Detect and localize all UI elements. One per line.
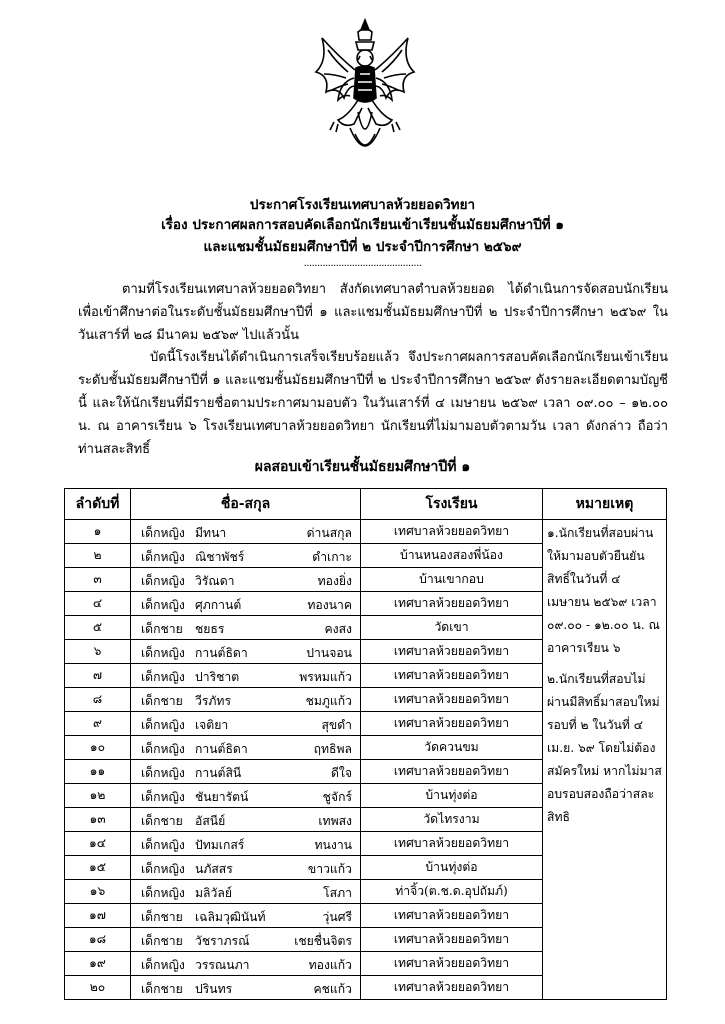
school-name: วัดควนขม bbox=[361, 736, 543, 760]
last-name: โสภา bbox=[323, 886, 352, 900]
divider: ............................................ bbox=[303, 258, 422, 269]
body-paragraph-1: ตามที่โรงเรียนเทศบาลห้วยยอดวิทยา สังกัดเทศบาลตำบลห้วยยอด ได้ดำเนินการจัดสอบนักเรียนเพื่อเข้าศึกษาต่อในระดับชั้นมัธยมศึกษาปีที่ ๑ และแชมชั้นมัธยมศึกษาปีที่ ๒ ประจำปีการศึกษา ๒๕๖๙ ในวันเสาร์ที่ ๒๘ มีนาคม ๒๕๖๙ ไปแล้วนั้น bbox=[78, 282, 668, 343]
school-name: เทศบาลห้วยยอดวิทยา bbox=[361, 712, 543, 736]
school-name: เทศบาลห้วยยอดวิทยา bbox=[361, 664, 543, 688]
name-prefix: เด็กหญิง bbox=[141, 766, 185, 780]
first-name: อัสนีย์ bbox=[195, 814, 226, 828]
row-number: ๙ bbox=[65, 712, 131, 736]
header-school: โรงเรียน bbox=[361, 489, 543, 520]
first-name: วรรณนภา bbox=[195, 958, 250, 972]
last-name: คงสง bbox=[324, 622, 352, 636]
last-name: ทองแก้ว bbox=[308, 958, 352, 972]
row-number: ๑ bbox=[65, 520, 131, 544]
announcement-title: ประกาศโรงเรียนเทศบาลห้วยยอดวิทยา bbox=[249, 197, 476, 213]
name-prefix: เด็กหญิง bbox=[141, 670, 185, 684]
row-number: ๑๐ bbox=[65, 736, 131, 760]
row-number: ๘ bbox=[65, 688, 131, 712]
student-name bbox=[131, 856, 361, 880]
header-remark: หมายเหตุ bbox=[543, 489, 667, 520]
header-no: ลำดับที่ bbox=[65, 489, 131, 520]
school-name: วัดเขา bbox=[361, 616, 543, 640]
row-number: ๕ bbox=[65, 616, 131, 640]
student-name bbox=[131, 616, 361, 640]
row-number: ๔ bbox=[65, 592, 131, 616]
row-number: ๑๘ bbox=[65, 928, 131, 952]
student-name bbox=[131, 928, 361, 952]
first-name: ชันยารัตน์ bbox=[195, 790, 249, 804]
student-name bbox=[131, 640, 361, 664]
school-name: เทศบาลห้วยยอดวิทยา bbox=[361, 952, 543, 976]
student-name bbox=[131, 904, 361, 928]
name-prefix: เด็กชาย bbox=[141, 814, 183, 828]
remark-cell bbox=[543, 520, 667, 1000]
remark-note-1: ๑.นักเรียนที่สอบผ่านให้มามอบตัวยืนยันสิทธิ์ในวันที่ ๔ เมษายน ๒๕๖๙ เวลา ๐๙.๐๐ - ๑๒.๐๐ น. ณ อาคารเรียน ๖ bbox=[547, 526, 660, 655]
row-number: ๑๒ bbox=[65, 784, 131, 808]
first-name: ณิชาพัชร์ bbox=[195, 550, 245, 564]
name-prefix: เด็กหญิง bbox=[141, 550, 185, 564]
table-title: ผลสอบเข้าเรียนชั้นมัธยมศึกษาปีที่ ๑ bbox=[254, 459, 471, 475]
name-prefix: เด็กชาย bbox=[141, 694, 183, 708]
row-number: ๑๗ bbox=[65, 904, 131, 928]
last-name: สุขดำ bbox=[321, 718, 352, 732]
last-name: คชแก้ว bbox=[313, 982, 352, 996]
first-name: เจติยา bbox=[195, 718, 229, 732]
school-name: บ้านทุ่งต่อ bbox=[361, 784, 543, 808]
student-name bbox=[131, 760, 361, 784]
last-name: ดีใจ bbox=[330, 766, 352, 780]
row-number: ๓ bbox=[65, 568, 131, 592]
first-name: ปรินทร bbox=[195, 982, 233, 996]
garuda-emblem bbox=[308, 16, 422, 166]
student-name bbox=[131, 688, 361, 712]
results-table bbox=[64, 488, 667, 1000]
first-name: วีรภัทร bbox=[195, 694, 232, 708]
name-prefix: เด็กหญิง bbox=[141, 718, 185, 732]
first-name: วัชราภรณ์ bbox=[195, 934, 250, 948]
student-name bbox=[131, 832, 361, 856]
school-name: เทศบาลห้วยยอดวิทยา bbox=[361, 928, 543, 952]
last-name: พรหมแก้ว bbox=[299, 670, 352, 684]
row-number: ๗ bbox=[65, 664, 131, 688]
name-prefix: เด็กชาย bbox=[141, 622, 183, 636]
school-name: เทศบาลห้วยยอดวิทยา bbox=[361, 976, 543, 1000]
last-name: วุ่นศรี bbox=[322, 910, 352, 924]
student-name bbox=[131, 736, 361, 760]
last-name: ชมภูแก้ว bbox=[305, 694, 352, 708]
row-number: ๑๕ bbox=[65, 856, 131, 880]
school-name: เทศบาลห้วยยอดวิทยา bbox=[361, 640, 543, 664]
student-name bbox=[131, 976, 361, 1000]
name-prefix: เด็กหญิง bbox=[141, 742, 185, 756]
student-name bbox=[131, 664, 361, 688]
name-prefix: เด็กชาย bbox=[141, 934, 183, 948]
last-name: เทพสง bbox=[318, 814, 352, 828]
name-prefix: เด็กหญิง bbox=[141, 574, 185, 588]
school-name: เทศบาลห้วยยอดวิทยา bbox=[361, 520, 543, 544]
first-name: นภัสสร bbox=[195, 862, 233, 876]
last-name: ดำเกาะ bbox=[312, 550, 352, 564]
name-prefix: เด็กชาย bbox=[141, 982, 183, 996]
row-number: ๑๑ bbox=[65, 760, 131, 784]
header-name: ชื่อ-สกุล bbox=[131, 489, 361, 520]
school-name: เทศบาลห้วยยอดวิทยา bbox=[361, 832, 543, 856]
body-paragraph-2: บัดนี้โรงเรียนได้ดำเนินการเสร็จเรียบร้อยแล้ว จึงประกาศผลการสอบคัดเลือกนักเรียนเข้าเรียนระดับชั้นมัธยมศึกษาปีที่ ๑ และแชมชั้นมัธยมศึกษาปีที่ ๒ ประจำปีการศึกษา ๒๕๖๙ ดังรายละเอียดตามบัญชีนี้ และให้นักเรียนที่มีรายชื่อตามประกาศมามอบตัว ในวันเสาร์ที่ ๔ เมษายน ๒๕๖๙ เวลา ๐๙.๐๐ – ๑๒.๐๐ น. ณ อาคารเรียน ๖ โรงเรียนเทศบาลห้วยยอดวิทยา นักเรียนที่ไม่มามอบตัวตามวัน เวลา ดังกล่าว ถือว่าท่านสละสิทธิ์ bbox=[78, 350, 668, 457]
school-name: บ้านเขากอบ bbox=[361, 568, 543, 592]
row-number: ๒ bbox=[65, 544, 131, 568]
announcement-subject-line2: และแชมชั้นมัธยมศึกษาปีที่ ๒ ประจำปีการศึกษา ๒๕๖๙ bbox=[203, 239, 522, 255]
table-header-row bbox=[65, 489, 667, 520]
name-prefix: เด็กหญิง bbox=[141, 646, 185, 660]
school-name: วัดไทรงาม bbox=[361, 808, 543, 832]
first-name: ชยธร bbox=[195, 622, 225, 636]
student-name bbox=[131, 880, 361, 904]
last-name: ขาวแก้ว bbox=[307, 862, 352, 876]
name-prefix: เด็กหญิง bbox=[141, 886, 185, 900]
student-name bbox=[131, 952, 361, 976]
name-prefix: เด็กชาย bbox=[141, 910, 183, 924]
first-name: ปัทมเกสร์ bbox=[195, 838, 245, 852]
name-prefix: เด็กหญิง bbox=[141, 862, 185, 876]
row-number: ๖ bbox=[65, 640, 131, 664]
row-number: ๑๔ bbox=[65, 832, 131, 856]
first-name: วิรัณดา bbox=[195, 574, 235, 588]
student-name bbox=[131, 808, 361, 832]
last-name: ปานจอน bbox=[306, 646, 352, 660]
last-name: เชยชื่นจิตร bbox=[294, 934, 352, 948]
student-name bbox=[131, 568, 361, 592]
school-name: เทศบาลห้วยยอดวิทยา bbox=[361, 904, 543, 928]
last-name: ทองนาค bbox=[307, 598, 352, 612]
table-row bbox=[65, 520, 667, 544]
row-number: ๑๓ bbox=[65, 808, 131, 832]
school-name: เทศบาลห้วยยอดวิทยา bbox=[361, 760, 543, 784]
first-name: กานต์สินี bbox=[195, 766, 242, 780]
student-name bbox=[131, 712, 361, 736]
student-name bbox=[131, 592, 361, 616]
last-name: ทนงาน bbox=[314, 838, 352, 852]
first-name: กานต์ธิดา bbox=[195, 646, 248, 660]
name-prefix: เด็กหญิง bbox=[141, 598, 185, 612]
school-name: เทศบาลห้วยยอดวิทยา bbox=[361, 688, 543, 712]
last-name: ฤทธิพล bbox=[313, 742, 352, 756]
last-name: ด่านสกุล bbox=[306, 526, 352, 540]
first-name: มลิวัลย์ bbox=[195, 886, 232, 900]
school-name: บ้านทุ่งต่อ bbox=[361, 856, 543, 880]
first-name: เฉลิมวุฒินันท์ bbox=[195, 910, 266, 924]
announcement-subject: เรื่อง ประกาศผลการสอบคัดเลือกนักเรียนเข้าเรียนชั้นมัธยมศึกษาปีที่ ๑ bbox=[161, 217, 564, 233]
last-name: ทองยิ่ง bbox=[317, 574, 352, 588]
name-prefix: เด็กหญิง bbox=[141, 838, 185, 852]
student-name bbox=[131, 544, 361, 568]
school-name: บ้านหนองสองพี่น้อง bbox=[361, 544, 543, 568]
name-prefix: เด็กหญิง bbox=[141, 790, 185, 804]
first-name: ปาริชาต bbox=[195, 670, 240, 684]
school-name: ท่าจิ้ว(ต.ช.ด.อุปถัมภ์) bbox=[361, 880, 543, 904]
name-prefix: เด็กหญิง bbox=[141, 526, 185, 540]
name-prefix: เด็กหญิง bbox=[141, 958, 185, 972]
student-name bbox=[131, 520, 361, 544]
last-name: ชูจักร์ bbox=[322, 790, 352, 804]
first-name: กานต์ธิดา bbox=[195, 742, 248, 756]
remark-note-2: ๒.นักเรียนที่สอบไม่ผ่านมีสิทธิ์มาสอบใหม่รอบที่ ๒ ในวันที่ ๔ เม.ย. ๖๙ โดยไม่ต้องสมัครใหม่ หากไม่มาสอบรอบสองถือว่าสละสิทธิ bbox=[547, 672, 662, 824]
first-name: ศุภกานต์ bbox=[195, 598, 242, 612]
first-name: มีทนา bbox=[195, 526, 227, 540]
row-number: ๑๖ bbox=[65, 880, 131, 904]
student-name bbox=[131, 784, 361, 808]
school-name: เทศบาลห้วยยอดวิทยา bbox=[361, 592, 543, 616]
row-number: ๑๙ bbox=[65, 952, 131, 976]
row-number: ๒๐ bbox=[65, 976, 131, 1000]
